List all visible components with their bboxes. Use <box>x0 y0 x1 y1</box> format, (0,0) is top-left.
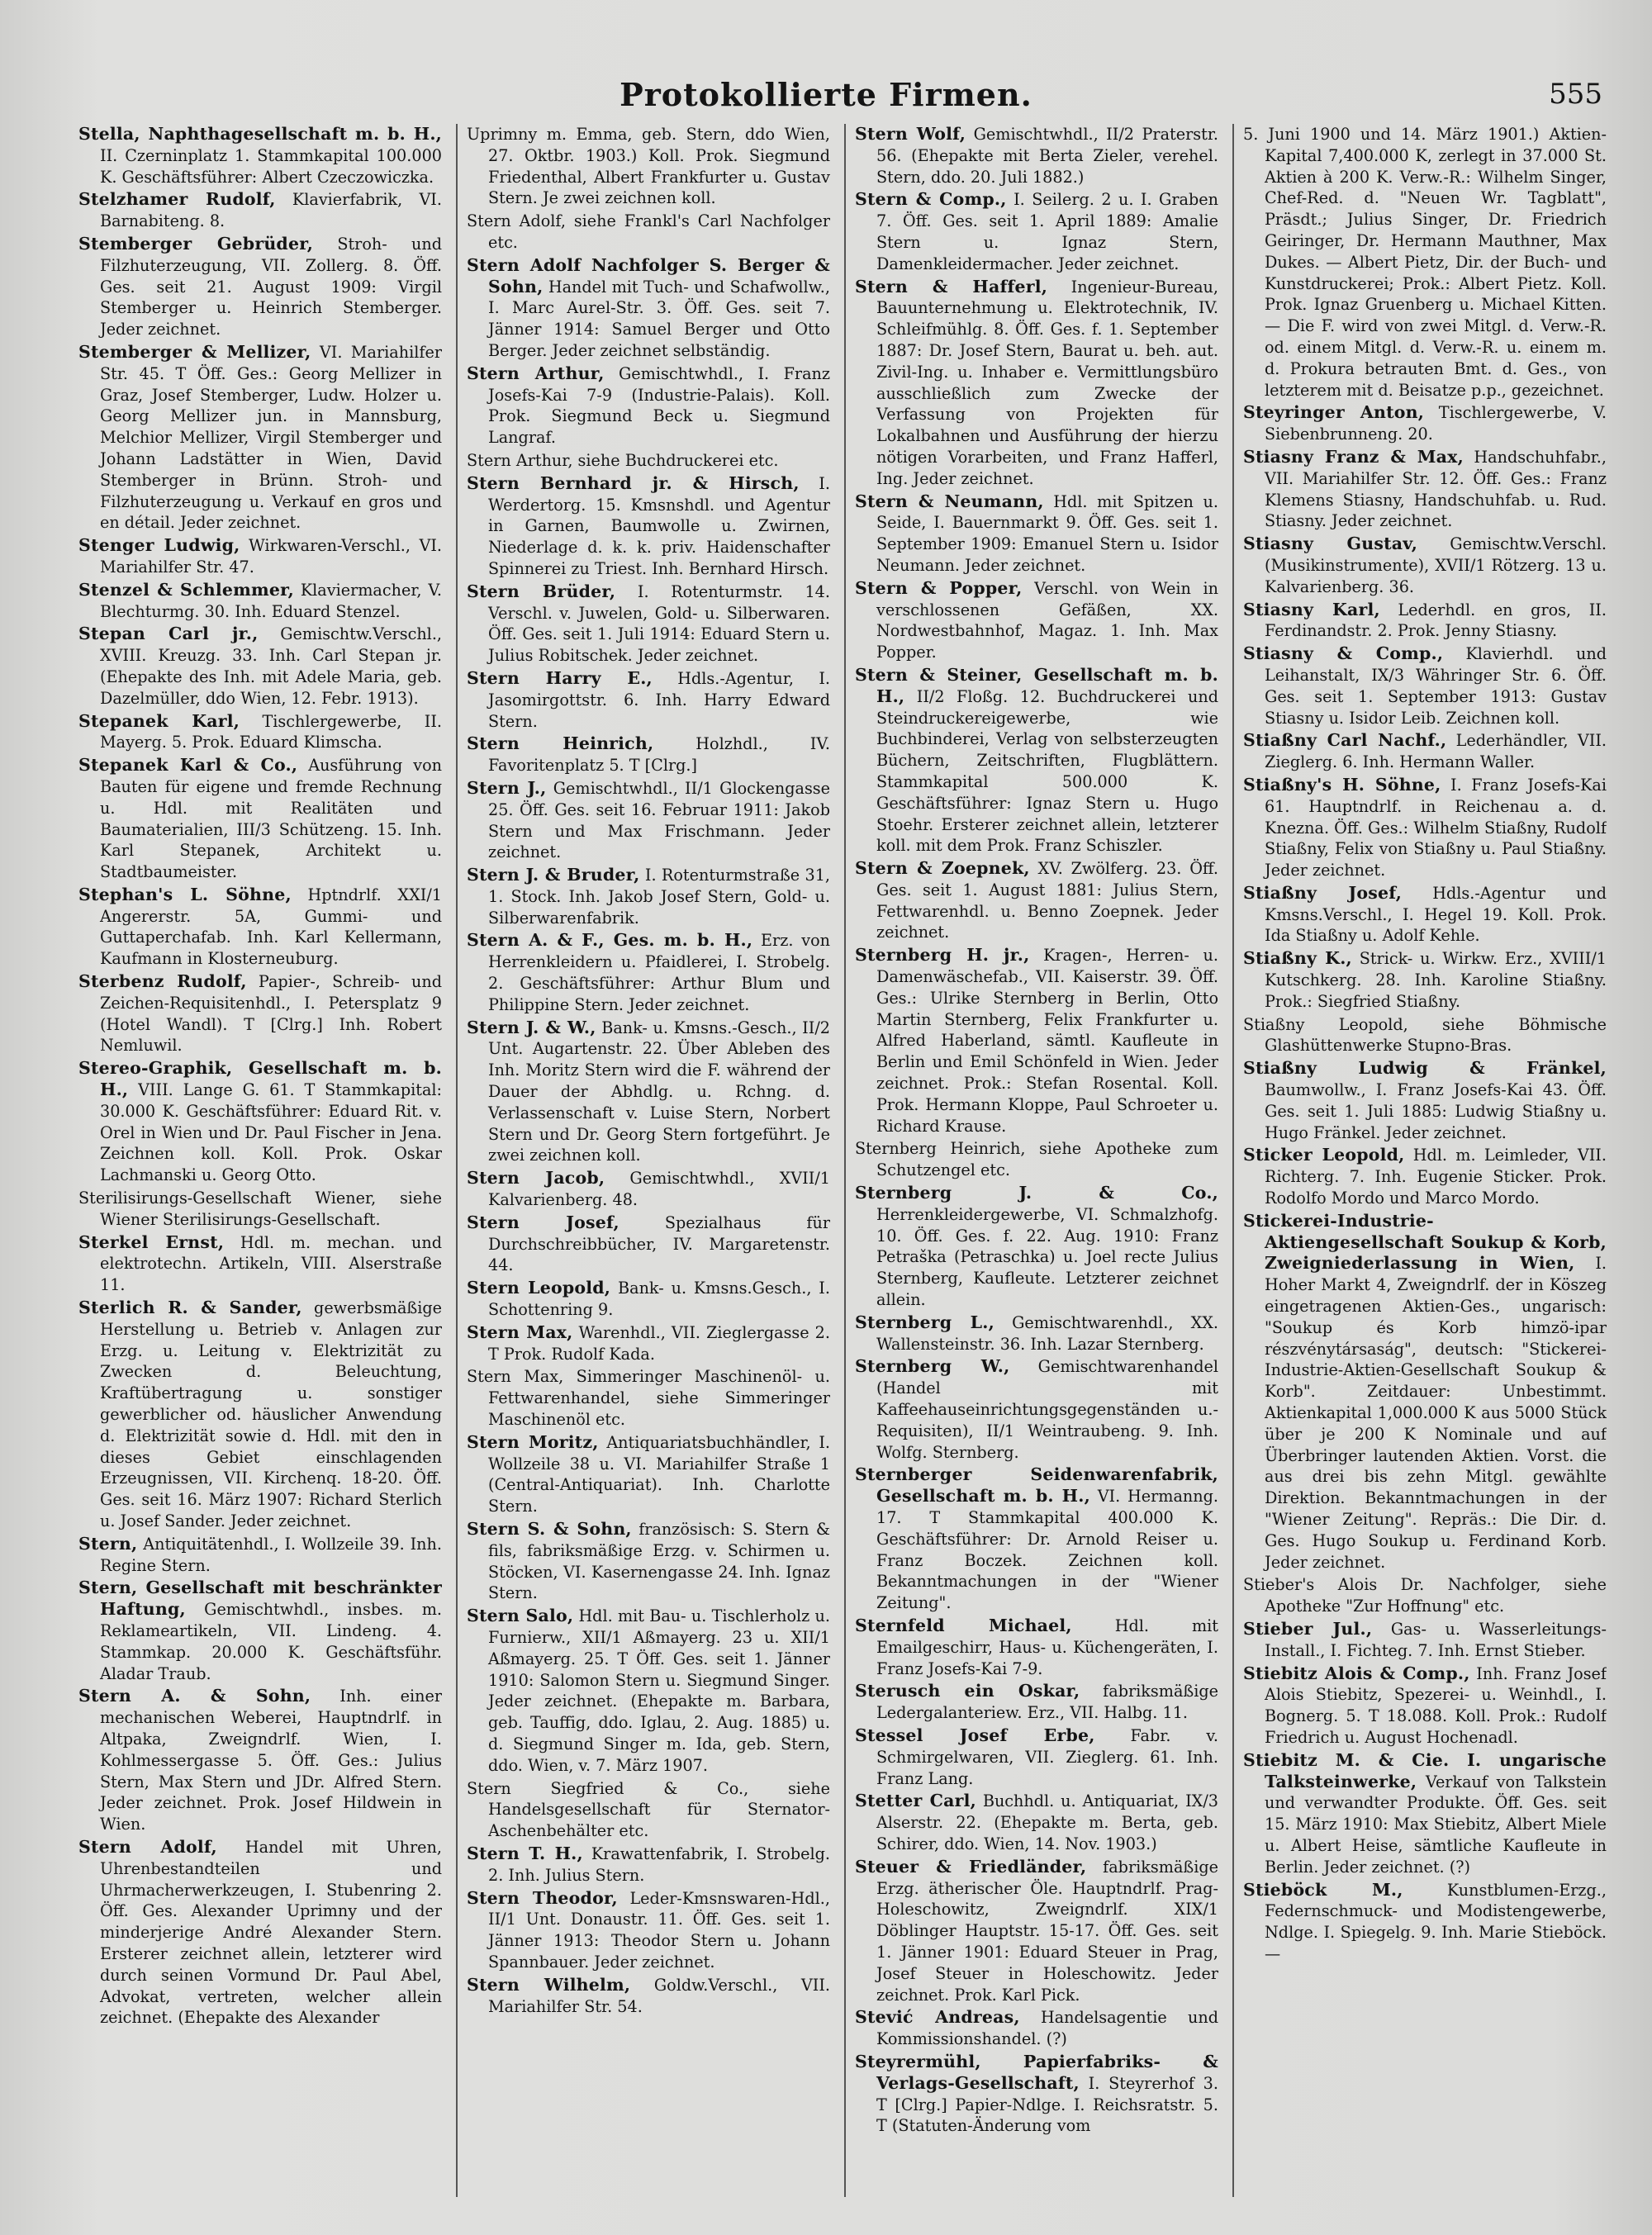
entry-details: Hdl. mit Emailgeschirr, Haus- u. Küchengeräten, I. Franz Josefs-Kai 7-9. <box>876 1616 1218 1678</box>
directory-entry <box>855 578 1218 663</box>
text-columns <box>78 124 1615 2197</box>
entry-details: Krawattenfabrik, I. Strobelg. 2. Inh. Julius Stern. <box>488 1844 830 1885</box>
firm-name: Stereo-Graphik, Gesellschaft m. b. H., <box>78 1058 442 1100</box>
directory-entry <box>467 1844 830 1886</box>
entry-details: Handelsagentie und Kommissionshandel. (?) <box>876 2008 1218 2049</box>
entry-details: Stieber's Alois Dr. Nachfolger, siehe Apotheke "Zur Hoffnung" etc. <box>1243 1575 1607 1616</box>
entry-details: Gemischtw.Verschl. (Musikinstrumente), XVII/1 Rötzerg. 13 u. Kalvarienberg. 36. <box>1265 534 1607 596</box>
firm-name: Stern Theodor, <box>467 1887 618 1908</box>
entry-details: VI. Mariahilfer Str. 45. T Öff. Ges.: Georg Mellizer in Graz, Josef Stemberger, Ludw. Holzer u. Georg Mellizer jun. in Mannsburg, Melchior Mellizer, Virgil Stemberger und Johann Ladstätter in Wien, David Stemberger in Brünn. Stroh- und Filzhuterzeugung u. Verkauf en gros und en détail. Jeder zeichnet. <box>100 342 442 533</box>
directory-entry <box>1243 1058 1607 1143</box>
entry-details: Stern Adolf, siehe Frankl's Carl Nachfolger etc. <box>467 211 830 252</box>
firm-name: Stević Andreas, <box>855 2007 1020 2028</box>
firm-name: Stieber Jul., <box>1243 1618 1373 1639</box>
entry-details: Klavierfabrik, VI. Barnabiteng. 8. <box>100 190 442 231</box>
entry-details: Sternberg Heinrich, siehe Apotheke zum Schutzengel etc. <box>855 1139 1218 1180</box>
entry-details: fabriksmäßige Erzg. ätherischer Öle. Hauptndrlf. Prag-Holeschowitz, Zweigndrlf. XIX/1 Döblinger Hauptstr. 15-17. Öff. Ges. seit 1. Jänner 1901: Eduard Steuer in Prag, Josef Steuer in Holeschowitz. Jeder zeichnet. Prok. Karl Pick. <box>876 1857 1218 2005</box>
entry-details: Handel mit Uhren, Uhrenbestandteilen und Uhrmacherwerkzeugen, I. Stubenring 2. Öff. Ges. Alexander Uprimny und der minderjerige André Alexander Stern. Ersterer zeichnet allein, letzterer wird durch seinen Vormund Dr. Paul Abel, Advokat, vertreten, welcher allein zeichnet. (Ehepakte des Alexander <box>100 1837 442 2028</box>
firm-name: Stern & Popper, <box>855 577 1023 598</box>
entry-details: II/2 Floßg. 12. Buchdruckerei und Steindruckereigewerbe, wie Buchbinderei, Verlag von selbsterzeugten Büchern, Zeitschriften, Flugblättern. Stammkapital 500.000 K. Geschäftsführer: Ignaz Stern u. Hugo Stoehr. Ersterer zeichnet allein, letzterer koll. mit dem Prok. Franz Schiszler. <box>876 686 1218 856</box>
firm-name: Stern Arthur, <box>467 363 605 383</box>
entry-details: Gas- u. Wasserleitungs-Install., I. Fichteg. 7. Inh. Ernst Stieber. <box>1265 1619 1607 1660</box>
directory-entry <box>855 1312 1218 1355</box>
directory-entry <box>467 581 830 667</box>
directory-entry <box>467 1519 830 1604</box>
firm-name: Stiaßny K., <box>1243 948 1352 969</box>
entry-details: gewerbsmäßige Herstellung u. Betrieb v. Anlagen zur Erzg. u. Leitung v. Elektrizität zu Zwecken d. Beleuchtung, Kraftübertragung u. sonstiger gewerblicher od. häuslicher Anwendung d. Elektrizität sowie d. Hdl. mit den in dieses Gebiet einschlagenden Erzeugnissen, VII. Kirchenq. 18-20. Öff. Ges. seit 16. März 1907: Richard Sterlich u. Josef Sander. Jeder zeichnet. <box>100 1298 442 1530</box>
firm-name: Sterbenz Rudolf, <box>78 971 247 992</box>
directory-entry <box>1243 730 1607 773</box>
directory-entry <box>1243 1619 1607 1662</box>
directory-entry <box>78 1837 442 2029</box>
entry-details: Gemischtwhdl., XVII/1 Kalvarienberg. 48. <box>488 1169 830 1210</box>
directory-entry <box>78 1188 442 1231</box>
firm-name: Sternberg H. jr., <box>855 945 1030 966</box>
entry-details: Stroh- und Filzhuterzeugung, VII. Zollerg. 8. Öff. Ges. seit 21. August 1909: Virgil Stemberger u. Heinrich Stemberger. Jeder zeichnet. <box>100 234 442 339</box>
directory-entry <box>1243 1663 1607 1749</box>
entry-details: I. Steyrerhof 3. T [Clrg.] Papier-Ndlge. I. Reichsratstr. 5. T (Statuten-Änderung vom <box>876 2073 1218 2136</box>
entry-details: VIII. Lange G. 61. T Stammkapital: 30.000 K. Geschäftsführer: Eduard Rit. v. Orel in Wien und Dr. Paul Fischer in Jena. Zeichnen koll. Koll. Prok. Oskar Lachmanski u. Georg Otto. <box>100 1080 442 1185</box>
firm-name: Stiaßny Carl Nachf., <box>1243 730 1447 751</box>
firm-name: Stern & Comp., <box>855 189 1007 210</box>
entry-details: Tischlergewerbe, V. Siebenbrunneng. 20. <box>1265 403 1607 444</box>
entry-details: Lederhändler, VII. Zieglerg. 6. Inh. Hermann Waller. <box>1265 731 1607 772</box>
entry-details: Papier-, Schreib- und Zeichen-Requisitenhdl., I. Petersplatz 9 (Hotel Wandl). T [Clrg.] Inh. Robert Nemluwil. <box>100 972 442 1056</box>
firm-name: Stern Wilhelm, <box>467 1974 631 1995</box>
firm-name: Sterlich R. & Sander, <box>78 1298 302 1318</box>
directory-entry <box>78 234 442 340</box>
entry-details: Buchhdl. u. Antiquariat, IX/3 Alserstr. 22. (Ehepakte m. Berta, geb. Schirer, ddo. Wien, 14. Nov. 1903.) <box>876 1791 1218 1853</box>
directory-entry <box>855 1857 1218 2006</box>
firm-name: Sternberg J. & Co., <box>855 1183 1218 1203</box>
firm-name: Sternberg L., <box>855 1312 995 1332</box>
firm-name: Stessel Josef Erbe, <box>855 1725 1095 1745</box>
entry-details: Goldw.Verschl., VII. Mariahilfer Str. 54. <box>488 1975 830 2016</box>
directory-entry <box>467 255 830 362</box>
directory-entry <box>78 1298 442 1532</box>
directory-entry <box>78 342 442 534</box>
entry-details: Gemischtwhdl., II/1 Glockengasse 25. Öff. Ges. seit 16. Februar 1911: Jakob Stern und Max Frischmann. Jeder zeichnet. <box>488 778 830 862</box>
directory-entry <box>855 2007 1218 2050</box>
directory-entry <box>78 1686 442 1835</box>
directory-entry <box>855 1791 1218 1854</box>
firm-name: Stenger Ludwig, <box>78 535 240 556</box>
firm-name: Stiasny Karl, <box>1243 599 1380 619</box>
firm-name: Steyringer Anton, <box>1243 402 1425 423</box>
directory-entry <box>855 945 1218 1136</box>
firm-name: Steyrermühl, Papierfabriks- & Verlags-Gesellschaft, <box>855 2051 1218 2093</box>
entry-details: Verkauf von Talkstein und verwandter Produkte. Öff. Ges. seit 15. März 1910: Max Stiebitz, Albert Miele u. Albert Heise, sämtliche Kaufleute in Berlin. Jeder zeichnet. (?) <box>1265 1772 1607 1877</box>
entry-details: Hdl. m. mechan. und elektrotechn. Artikeln, VIII. Alserstraße 11. <box>100 1232 442 1295</box>
entry-details: Hdl. mit Spitzen u. Seide, I. Bauernmarkt 9. Öff. Ges. seit 1. September 1909: Emanuel Stern u. Isidor Neumann. Jeder zeichnet. <box>876 491 1218 575</box>
directory-entry <box>1243 534 1607 597</box>
directory-entry <box>467 1778 830 1842</box>
firm-name: Stern Wolf, <box>855 124 966 144</box>
directory-entry <box>1243 1014 1607 1057</box>
directory-entry <box>855 124 1218 187</box>
directory-entry <box>78 1058 442 1186</box>
directory-entry <box>467 1432 830 1517</box>
entry-details: Warenhdl., VII. Zieglergasse 2. T Prok. Rudolf Kada. <box>488 1322 830 1364</box>
directory-entry <box>467 1606 830 1776</box>
entry-details: Inh. Franz Josef Alois Stiebitz, Spezerei- u. Weinhdl., I. Bognerg. 5. T 18.088. Koll. Prok.: Rudolf Friedrich u. August Hochenadl. <box>1265 1663 1607 1747</box>
entry-details: Stern Arthur, siehe Buchdruckerei etc. <box>467 450 779 470</box>
entry-details: Inh. einer mechanischen Weberei, Hauptndrlf. in Altpaka, Zweigndrlf. Wien, I. Kohlmessergasse 5. Öff. Ges.: Julius Stern, Max Stern und JDr. Alfred Stern. Jeder zeichnet. Prok. Josef Hildwein in Wien. <box>100 1687 442 1834</box>
directory-entry <box>78 535 442 578</box>
firm-name: Stern Leopold, <box>467 1278 611 1298</box>
entry-details: Baumwollw., I. Franz Josefs-Kai 43. Öff. Ges. seit 1. Juli 1885: Ludwig Stiaßny u. Hugo Fränkel. Jeder zeichnet. <box>1265 1080 1607 1142</box>
directory-entry <box>467 363 830 448</box>
directory-entry <box>467 211 830 254</box>
firm-name: Stephan's L. Söhne, <box>78 884 292 904</box>
directory-entry <box>78 1578 442 1684</box>
entry-details: Erz. von Herrenkleidern u. Pfaidlerei, I. Strobelg. 2. Geschäftsführer: Arthur Blum und Philippine Stern. Jeder zeichnet. <box>488 931 830 1014</box>
firm-name: Stickerei-Industrie-Aktiengesellschaft Soukup & Korb, Zweigniederlassung in Wien, <box>1243 1210 1607 1274</box>
firm-name: Stern Heinrich, <box>467 733 654 754</box>
directory-entry <box>78 1534 442 1577</box>
entry-details: I. Franz Josefs-Kai 61. Hauptndrlf. in Reichenau a. d. Knezna. Öff. Ges.: Wilhelm Stiaßny, Rudolf Stiaßny, Felix von Stiaßny u. Paul Stiaßny. Jeder zeichnet. <box>1265 775 1607 880</box>
directory-entry <box>467 733 830 776</box>
entry-details: Ingenieur-Bureau, Bauunternehmung u. Elektrotechnik, IV. Schleifmühlg. 8. Öff. Ges. f. 1. September 1887: Dr. Josef Stern, Baurat u. beh. aut. Zivil-Ing. u. Inhaber e. Vermittlungsbüro ausschließlich zum Zwecke der Verfassung von Projekten für Lokalbahnen und Ausführung der hierzu nötigen Vorarbeiten, und Franz Hafferl, Ing. Jeder zeichnet. <box>876 277 1218 488</box>
firm-name: Stern, Gesellschaft mit beschränkter Haftung, <box>78 1578 442 1620</box>
directory-entry <box>467 1322 830 1365</box>
entry-details: Herrenkleidergewerbe, VI. Schmalzhofg. 10. Öff. Ges. f. 22. Aug. 1910: Franz Petraška (Petraschka) u. Joel recte Julius Sternberg, Kaufleute. Letzterer zeichnet allein. <box>876 1204 1218 1310</box>
column-1 <box>78 124 442 2197</box>
firm-name: Stern & Hafferl, <box>855 276 1048 297</box>
directory-entry <box>467 450 830 472</box>
entry-details: XV. Zwölferg. 23. Öff. Ges. seit 1. August 1881: Julius Stern, Fettwarenhdl. u. Benno Zoepnek. Jeder zeichnet. <box>876 859 1218 942</box>
entry-details: Klavierhdl. und Leihanstalt, IX/3 Währinger Str. 6. Öff. Ges. seit 1. September 1913: Gustav Stiasny u. Isidor Leib. Zeichnen koll. <box>1265 644 1607 728</box>
firm-name: Stepanek Karl & Co., <box>78 755 298 776</box>
entry-details: Hdl. mit Bau- u. Tischlerholz u. Furnierw., XII/1 Aßmayerg. 23 u. XII/1 Aßmayerg. 25. T Öff. Ges. seit 1. Jänner 1910: Salomon Stern u. Siegmund Singer. Jeder zeichnet. (Ehepakte m. Barbara, geb. Tauffig, ddo. Iglau, 2. Aug. 1885) u. d. Siegmund Singer m. Ida, geb. Stern, ddo. Wien, v. 7. März 1907. <box>488 1606 830 1775</box>
directory-entry <box>467 1212 830 1276</box>
directory-entry <box>467 668 830 732</box>
directory-entry <box>855 277 1218 490</box>
firm-name: Stern Jacob, <box>467 1168 605 1189</box>
directory-entry <box>78 580 442 623</box>
firm-name: Stern A. & F., Ges. m. b. H., <box>467 930 753 951</box>
firm-name: Stern, <box>78 1533 138 1554</box>
directory-entry <box>467 1168 830 1211</box>
firm-name: Stern J. & W., <box>467 1017 596 1037</box>
firm-name: Stern Harry E., <box>467 667 653 688</box>
entry-details: Bank- u. Kmsns.Gesch., I. Schottenring 9. <box>488 1279 830 1320</box>
firm-name: Stella, Naphthagesellschaft m. b. H., <box>78 124 442 144</box>
entry-details: fabriksmäßige Ledergalanteriew. Erz., VII. Halbg. 11. <box>876 1682 1218 1723</box>
entry-details: I. Werdertorg. 15. Kmsnshdl. und Agentur in Garnen, Baumwolle u. Zwirnen, Niederlage d. k. k. priv. Haidenschafter Spinnerei zu Triest. Inh. Bernhard Hirsch. <box>488 473 830 578</box>
firm-name: Stern & Zoepnek, <box>855 858 1030 879</box>
entry-details: Gemischtwarenhandel (Handel mit Kaffeehauseinrichtungsgegenständen u.-Requisiten), II/1 Weintraubeng. 9. Inh. Wolfg. Sternberg. <box>876 1357 1218 1462</box>
entry-details: Hdl. m. Leimleder, VII. Richterg. 7. Inh. Eugenie Sticker. Prok. Rodolfo Mordo und Marco Mordo. <box>1265 1146 1607 1208</box>
entry-details: Gemischtw.Verschl., XVIII. Kreuzg. 33. Inh. Carl Stepan jr. (Ehepakte des Inh. mit Adele Maria, geb. Dazelmüller, ddo Wien, 12. Febr. 1913). <box>100 624 442 708</box>
firm-name: Stepan Carl jr., <box>78 624 259 644</box>
column-2 <box>467 124 830 2197</box>
entry-details: I. Rotenturmstraße 31, 1. Stock. Inh. Jakob Josef Stern, Gold- u. Silberwarenfabrik. <box>488 866 830 928</box>
entry-details: Uprimny m. Emma, geb. Stern, ddo Wien, 27. Oktbr. 1903.) Koll. Prok. Siegmund Friedenthal, Albert Frankfurter u. Gustav Stern. Je zwei zeichnen koll. <box>467 125 830 208</box>
directory-entry <box>78 124 442 187</box>
entry-details: Sterilisirungs-Gesellschaft Wiener, siehe Wiener Sterilisirungs-Gesellschaft. <box>78 1189 442 1229</box>
column-4 <box>1243 124 1607 2197</box>
directory-entry <box>855 1681 1218 1724</box>
directory-entry <box>467 1366 830 1430</box>
directory-entry <box>78 624 442 709</box>
directory-entry <box>1243 402 1607 445</box>
entry-details: Fabr. v. Schmirgelwaren, VII. Zieglerg. 61. Inh. Franz Lang. <box>876 1725 1218 1788</box>
firm-name: Stern Adolf Nachfolger S. Berger & Sohn, <box>467 254 830 297</box>
firm-name: Sterkel Ernst, <box>78 1231 225 1252</box>
entry-details: Stiaßny Leopold, siehe Böhmische Glashüttenwerke Stupno-Bras. <box>1243 1014 1607 1056</box>
entry-details: I. Seilerg. 2 u. I. Graben 7. Öff. Ges. seit 1. April 1889: Amalie Stern u. Ignaz Stern, Damenkleidermacher. Jeder zeichnet. <box>876 190 1218 273</box>
firm-name: Sternfeld Michael, <box>855 1615 1072 1635</box>
entry-details: Bank- u. Kmsns.-Gesch., II/2 Unt. Augartenstr. 22. Über Ableben des Inh. Moritz Stern wird die F. während der Dauer der Abhdlg. u. Rchng. d. Verlassenschaft v. Luise Stern, Norbert Stern und Dr. Georg Stern fortgeführt. Je zwei zeichnen koll. <box>488 1018 830 1165</box>
entry-details: Stern Siegfried & Co., siehe Handelsgesellschaft für Sternator-Aschenbehälter etc. <box>467 1778 830 1841</box>
firm-name: Stern Josef, <box>467 1212 620 1232</box>
firm-name: Stepanek Karl, <box>78 710 240 731</box>
firm-name: Stern T. H., <box>467 1843 583 1863</box>
directory-entry <box>1243 1574 1607 1617</box>
directory-entry <box>855 2052 1218 2137</box>
entry-details: Antiquitätenhdl., I. Wollzeile 39. Inh. Regine Stern. <box>100 1534 442 1575</box>
firm-name: Stiasny & Comp., <box>1243 643 1444 664</box>
firm-name: Stieböck M., <box>1243 1879 1403 1900</box>
entry-details: 5. Juni 1900 und 14. März 1901.) Aktien-Kapital 7,400.000 K, zerlegt in 37.000 St. Aktien à 200 K. Verw.-R.: Wilhelm Singer, Chef-Red. d. "Neuen Wr. Tagblatt", Präsdt.; Julius Singer, Dr. Friedrich Geiringer, Dr. Hermann Mauthner, Max Dukes. — Albert Pietz, Dir. der Buch- und Kunstdruckerei; Prok.: Albert Pietz. Koll. Prok. Ignaz Gruenberg u. Michael Kitten. — Die F. wird von zwei Mitgl. d. Verw.-R. od. einem Mitgl. d. Verw.-R. u. einem m. d. Prokura betrauten Bmt. d. Ges., von letzterem mit d. Beisatze p.p., gezeichnet. <box>1243 125 1607 400</box>
directory-entry <box>78 885 442 970</box>
directory-entry <box>78 971 442 1056</box>
directory-entry <box>1243 775 1607 881</box>
directory-entry <box>1243 1211 1607 1573</box>
directory-entry <box>855 1464 1218 1614</box>
directory-entry <box>1243 1880 1607 1965</box>
firm-name: Stiebitz Alois & Comp., <box>1243 1663 1470 1683</box>
directory-entry <box>1243 1750 1607 1878</box>
firm-name: Stern Salo, <box>467 1606 574 1626</box>
directory-entry <box>467 778 830 863</box>
directory-entry <box>1243 600 1607 643</box>
directory-entry <box>467 865 830 928</box>
column-divider <box>1232 124 1234 2197</box>
firm-name: Stemberger & Mellizer, <box>78 341 311 362</box>
entry-details: Holzhdl., IV. Favoritenplatz 5. T [Clrg.] <box>488 734 830 776</box>
entry-details: französisch: S. Stern & fils, fabriksmäßige Erzg. v. Schirmen u. Stöcken, VI. Kasernengasse 24. Inh. Ignaz Stern. <box>488 1520 830 1603</box>
firm-name: Stern & Neumann, <box>855 491 1044 511</box>
directory-entry <box>1243 447 1607 532</box>
entry-details: Handel mit Tuch- und Schafwollw., I. Marc Aurel-Str. 3. Öff. Ges. seit 7. Jänner 1914: Samuel Berger und Otto Berger. Jeder zeichnet selbständig. <box>488 277 830 360</box>
entry-details: Lederhdl. en gros, II. Ferdinandstr. 2. Prok. Jenny Stiasny. <box>1265 600 1607 641</box>
firm-name: Stern J. & Bruder, <box>467 865 640 885</box>
directory-entry <box>1243 948 1607 1012</box>
directory-entry <box>467 1018 830 1167</box>
entry-details: I. Hoher Markt 4, Zweigndrlf. der in Köszeg eingetragenen Aktien-Ges., ungarisch: "Soukup és Korb himzö-ipar részvénytársaság", deutsch: "Stickerei-Industrie-Aktien-Gesellschaft Soukup & Korb". Zeitdauer: Unbestimmt. Aktienkapital 1,000.000 K aus 5000 Stück über je 200 K Nominale und auf Überbringer lautenden Aktien. Vorst. die aus drei bis zehn Mitgl. gewählte Direktion. Bekanntmachungen in der "Wiener Zeitung". Repräs.: Die Dir. d. Ges. Hugo Soukup u. Ferdinand Korb. Jeder zeichnet. <box>1265 1254 1607 1572</box>
page-title: Protokollierte Firmen. <box>620 76 1032 113</box>
firm-name: Stiaßny's H. Söhne, <box>1243 774 1441 795</box>
firm-name: Sternberg W., <box>855 1356 1010 1377</box>
column-divider <box>844 124 846 2197</box>
directory-entry <box>467 930 830 1015</box>
firm-name: Sticker Leopold, <box>1243 1145 1405 1165</box>
directory-entry <box>467 1888 830 1973</box>
entry-details: Hdls.-Agentur und Kmsns.Verschl., I. Hegel 19. Koll. Prok. Ida Stiaßny u. Adolf Kehle. <box>1265 883 1607 946</box>
directory-entry <box>1243 1145 1607 1208</box>
directory-entry <box>855 189 1218 274</box>
entry-details: Ausführung von Bauten für eigene und fremde Rechnung u. Hdl. mit Realitäten und Baumaterialien, III/3 Schützeng. 15. Inh. Karl Stepanek, Architekt u. Stadtbaumeister. <box>100 756 442 882</box>
entry-details: Hptndrlf. XXI/1 Angererstr. 5A, Gummi- und Guttaperchafab. Inh. Karl Kellermann, Kaufmann in Klosterneuburg. <box>100 885 442 969</box>
directory-entry <box>78 711 442 754</box>
entry-details: Handschuhfabr., VII. Mariahilfer Str. 12. Öff. Ges.: Franz Klemens Stiasny, Handschuhfab. u. Rud. Stiasny. Jeder zeichnet. <box>1265 447 1607 531</box>
entry-details: VI. Hermanng. 17. T Stammkapital 400.000 K. Geschäftsführer: Dr. Arnold Reiser u. Franz Boczek. Zeichnen koll. Bekanntmachungen in der "Wiener Zeitung". <box>876 1487 1218 1613</box>
firm-name: Stern J., <box>467 777 547 798</box>
directory-entry <box>855 491 1218 577</box>
firm-name: Stern Bernhard jr. & Hirsch, <box>467 472 800 493</box>
entry-details: I. Rotenturmstr. 14. Verschl. v. Juwelen, Gold- u. Silberwaren. Öff. Ges. seit 1. Juli 1914: Eduard Stern u. Julius Robitschek. Jeder zeichnet. <box>488 581 830 666</box>
directory-entry <box>855 1356 1218 1463</box>
entry-details: Stern Max, Simmeringer Maschinenöl- u. Fettwarenhandel, siehe Simmeringer Maschinenöl etc. <box>467 1367 830 1430</box>
entry-details: Wirkwaren-Verschl., VI. Mariahilfer Str. 47. <box>100 536 442 577</box>
entry-details: Gemischtwhdl., insbes. m. Reklameartikeln, VII. Lindeng. 4. Stammkap. 20.000 K. Geschäftsführ. Aladar Traub. <box>100 1600 442 1683</box>
firm-name: Stern Max, <box>467 1322 573 1342</box>
entry-details: Antiquariatsbuchhändler, I. Wollzeile 38 u. VI. Mariahilfer Straße 1 (Central-Antiquariat). Inh. Charlotte Stern. <box>488 1432 830 1516</box>
entry-details: II. Czerninplatz 1. Stammkapital 100.000 K. Geschäftsführer: Albert Czeczowiczka. <box>100 145 442 187</box>
firm-name: Stiebitz M. & Cie. I. ungarische Talksteinwerke, <box>1243 1749 1607 1791</box>
directory-entry <box>855 1725 1218 1789</box>
directory-entry <box>1243 124 1607 401</box>
entry-details: Gemischtwhdl., II/2 Praterstr. 56. (Ehepakte mit Berta Zieler, verehel. Stern, ddo. 20. Juli 1882.) <box>876 125 1218 187</box>
directory-entry <box>78 755 442 883</box>
directory-entry <box>855 1183 1218 1311</box>
firm-name: Stetter Carl, <box>855 1791 976 1811</box>
entry-details: Leder-Kmsnswaren-Hdl., II/1 Unt. Donaustr. 11. Öff. Ges. seit 1. Jänner 1913: Theodor Stern u. Johann Spannbauer. Jeder zeichnet. <box>488 1888 830 1972</box>
firm-name: Stiaßny Josef, <box>1243 882 1403 903</box>
firm-name: Stiaßny Ludwig & Fränkel, <box>1243 1058 1607 1079</box>
directory-entry <box>855 1616 1218 1679</box>
firm-name: Stiasny Gustav, <box>1243 534 1418 554</box>
directory-entry <box>1243 643 1607 728</box>
column-3 <box>855 124 1218 2197</box>
entry-details: Strick- u. Wirkw. Erz., XVIII/1 Kutschkerg. 28. Inh. Karoline Stiaßny. Prok.: Siegfried Stiaßny. <box>1265 949 1607 1011</box>
entry-details: Tischlergewerbe, II. Mayerg. 5. Prok. Eduard Klimscha. <box>100 711 442 752</box>
firm-name: Sternberger Seidenwarenfabrik, Gesellschaft m. b. H., <box>855 1464 1218 1507</box>
directory-entry <box>78 189 442 232</box>
firm-name: Stiasny Franz & Max, <box>1243 446 1464 467</box>
firm-name: Stern & Steiner, Gesellschaft m. b. H., <box>855 664 1218 706</box>
directory-entry <box>78 1232 442 1296</box>
firm-name: Stemberger Gebrüder, <box>78 233 314 254</box>
directory-entry <box>467 473 830 580</box>
directory-entry <box>1243 883 1607 947</box>
directory-entry <box>467 1278 830 1321</box>
firm-name: Stern S. & Sohn, <box>467 1519 632 1539</box>
firm-name: Stenzel & Schlemmer, <box>78 579 294 600</box>
firm-name: Sterusch ein Oskar, <box>855 1681 1080 1701</box>
directory-entry <box>855 1138 1218 1181</box>
entry-details: Kunstblumen-Erzg., Federnschmuck- und Modistengewerbe, Ndlge. I. Spiegelg. 9. Inh. Marie Stieböck. — <box>1265 1880 1607 1963</box>
entry-details: Spezialhaus für Durchschreibbücher, IV. Margaretenstr. 44. <box>488 1212 830 1275</box>
page-number: 555 <box>1549 78 1602 111</box>
directory-entry <box>467 1975 830 2018</box>
firm-name: Stern A. & Sohn, <box>78 1686 311 1706</box>
entry-details: Hdls.-Agentur, I. Jasomirgottstr. 6. Inh. Harry Edward Stern. <box>488 668 830 731</box>
directory-entry <box>467 124 830 209</box>
firm-name: Stern Brüder, <box>467 581 616 601</box>
entry-details: Kragen-, Herren- u. Damenwäschefab., VII. Kaiserstr. 39. Öff. Ges.: Ulrike Sternberg in Berlin, Otto Martin Sternberg, Felix Frankfurter u. Alfred Haberland, sämtl. Kaufleute in Berlin und Emil Schönfeld in Wien. Jeder zeichnet. Prok.: Stefan Rosental. Koll. Prok. Hermann Kloppe, Paul Schroeter u. Richard Krause. <box>876 946 1218 1136</box>
firm-name: Stern Moritz, <box>467 1431 599 1452</box>
directory-entry <box>855 665 1218 857</box>
firm-name: Stelzhamer Rudolf, <box>78 189 276 210</box>
firm-name: Stern Adolf, <box>78 1836 217 1857</box>
entry-details: Verschl. von Wein in verschlossenen Gefäßen, XX. Nordwestbahnhof, Magaz. 1. Inh. Max Popper. <box>876 578 1218 662</box>
column-divider <box>456 124 458 2197</box>
directory-entry <box>855 858 1218 943</box>
firm-name: Steuer & Friedländer, <box>855 1856 1087 1877</box>
entry-details: Klaviermacher, V. Blechturmg. 30. Inh. Eduard Stenzel. <box>100 580 442 621</box>
entry-details: Gemischtwarenhdl., XX. Wallensteinstr. 36. Inh. Lazar Sternberg. <box>876 1312 1218 1354</box>
entry-details: Gemischtwhdl., I. Franz Josefs-Kai 7-9 (Industrie-Palais). Koll. Prok. Siegmund Beck u. Siegmund Langraf. <box>488 363 830 448</box>
